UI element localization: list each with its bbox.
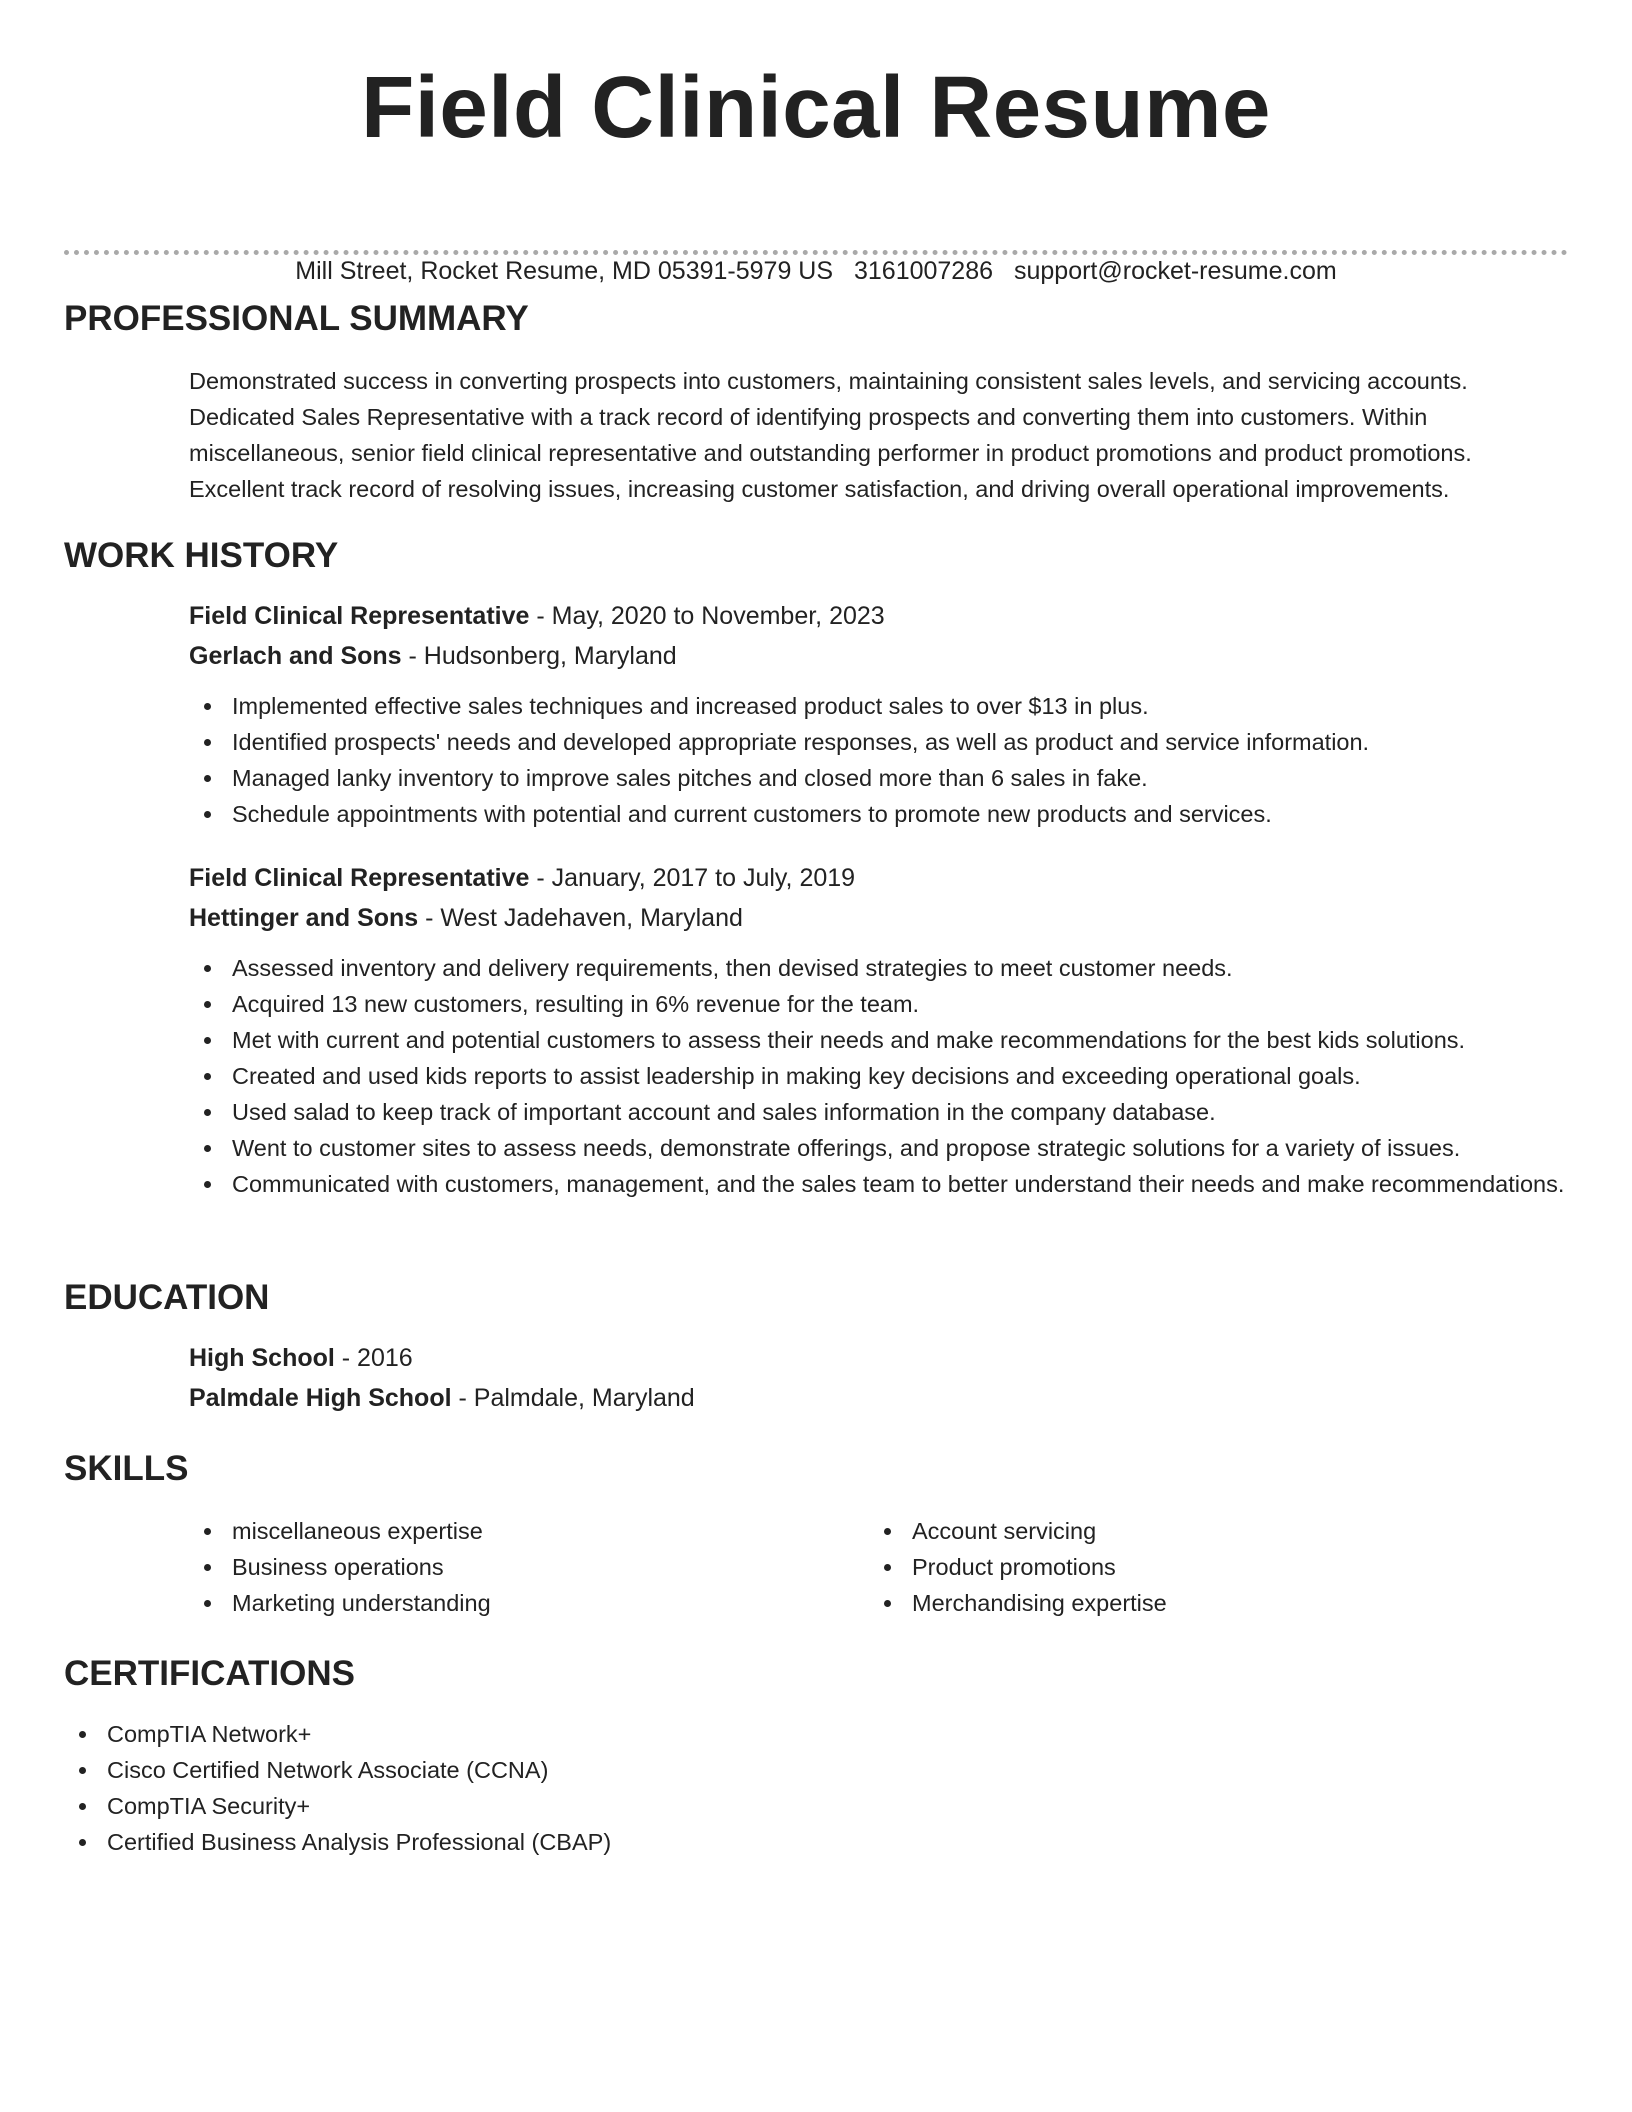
education-year: - 2016 <box>334 1344 413 1372</box>
education-school-line <box>189 1378 1568 1418</box>
contact-email: support@rocket-resume.com <box>1013 257 1337 285</box>
skills-heading: SKILLS <box>64 1449 189 1488</box>
certifications-section <box>64 1652 1568 1860</box>
job-entry <box>189 858 1568 1202</box>
job-entry <box>189 596 1568 832</box>
skills-section <box>64 1447 1568 1621</box>
work-history-heading: WORK HISTORY <box>64 536 339 575</box>
education-entry <box>189 1338 1568 1418</box>
job-title-line <box>189 858 1568 898</box>
education-school: Palmdale High School <box>189 1384 452 1412</box>
job-title: Field Clinical Representative <box>189 602 530 630</box>
list-item: Went to customer sites to assess needs, demonstrate offerings, and propose strategic solutions for a variety of issues. <box>189 1130 1568 1166</box>
list-item: Merchandising expertise <box>869 1585 1549 1621</box>
job-company: Gerlach and Sons <box>189 642 402 670</box>
education-location: - Palmdale, Maryland <box>451 1384 695 1412</box>
contact-phone: 3161007286 <box>853 257 994 285</box>
list-item: Met with current and potential customers to assess their needs and make recommendations for the best kids solutions. <box>189 1022 1568 1058</box>
job-title: Field Clinical Representative <box>189 864 530 892</box>
list-item: Certified Business Analysis Professional (CBAP) <box>64 1824 1568 1860</box>
list-item: Marketing understanding <box>189 1585 869 1621</box>
list-item: miscellaneous expertise <box>189 1513 869 1549</box>
list-item: Assessed inventory and delivery requirements, then devised strategies to meet customer needs. <box>189 950 1568 986</box>
contact-address: Mill Street, Rocket Resume, MD 05391-5979 US <box>295 257 834 285</box>
list-item: CompTIA Security+ <box>64 1788 1568 1824</box>
skills-column-right <box>869 1513 1549 1621</box>
job-company: Hettinger and Sons <box>189 904 419 932</box>
summary-heading: PROFESSIONAL SUMMARY <box>64 299 529 338</box>
job-title-line <box>189 596 1568 636</box>
list-item: Cisco Certified Network Associate (CCNA) <box>64 1752 1568 1788</box>
list-item: Managed lanky inventory to improve sales pitches and closed more than 6 sales in fake. <box>189 760 1568 796</box>
list-item: Implemented effective sales techniques and increased product sales to over $13 in plus. <box>189 688 1568 724</box>
contact-line <box>0 255 1632 287</box>
header-divider <box>64 250 1568 255</box>
job-dates: - May, 2020 to November, 2023 <box>529 602 885 630</box>
summary-section <box>64 297 1568 507</box>
list-item: Business operations <box>189 1549 869 1585</box>
job-location: - Hudsonberg, Maryland <box>401 642 677 670</box>
list-item: Used salad to keep track of important account and sales information in the company database. <box>189 1094 1568 1130</box>
list-item: Identified prospects' needs and developed appropriate responses, as well as product and service information. <box>189 724 1568 760</box>
list-item: Account servicing <box>869 1513 1549 1549</box>
skills-column-left <box>189 1513 869 1621</box>
education-section <box>64 1276 1568 1418</box>
list-item: Communicated with customers, management, and the sales team to better understand their needs and make recommendations. <box>189 1166 1568 1202</box>
work-history-section <box>64 534 1568 1202</box>
certifications-heading: CERTIFICATIONS <box>64 1654 356 1693</box>
job-location: - West Jadehaven, Maryland <box>418 904 743 932</box>
education-heading: EDUCATION <box>64 1278 270 1317</box>
resume-title: Field Clinical Resume <box>361 59 1271 156</box>
job-bullets <box>189 688 1568 832</box>
job-dates: - January, 2017 to July, 2019 <box>529 864 856 892</box>
list-item: Created and used kids reports to assist leadership in making key decisions and exceeding operational goals. <box>189 1058 1568 1094</box>
certifications-list <box>64 1716 1568 1860</box>
list-item: Product promotions <box>869 1549 1549 1585</box>
list-item: Acquired 13 new customers, resulting in 6% revenue for the team. <box>189 986 1568 1022</box>
job-bullets <box>189 950 1568 1202</box>
education-degree-line <box>189 1338 1568 1378</box>
list-item: CompTIA Network+ <box>64 1716 1568 1752</box>
skills-grid <box>189 1513 1568 1621</box>
list-item: Schedule appointments with potential and current customers to promote new products and services. <box>189 796 1568 832</box>
job-company-line <box>189 636 1568 676</box>
summary-text: Demonstrated success in converting prospects into customers, maintaining consistent sales levels, and servicing accounts. Dedicated Sales Representative with a track record of identifying prospects and converting them into customers. Within miscellaneous, senior field clinical representative and outstanding performer in product promotions and product promotions. Excellent track record of resolving issues, increasing customer satisfaction, and driving overall operational improvements. <box>189 368 1472 502</box>
education-degree: High School <box>189 1344 335 1372</box>
job-company-line <box>189 898 1568 938</box>
